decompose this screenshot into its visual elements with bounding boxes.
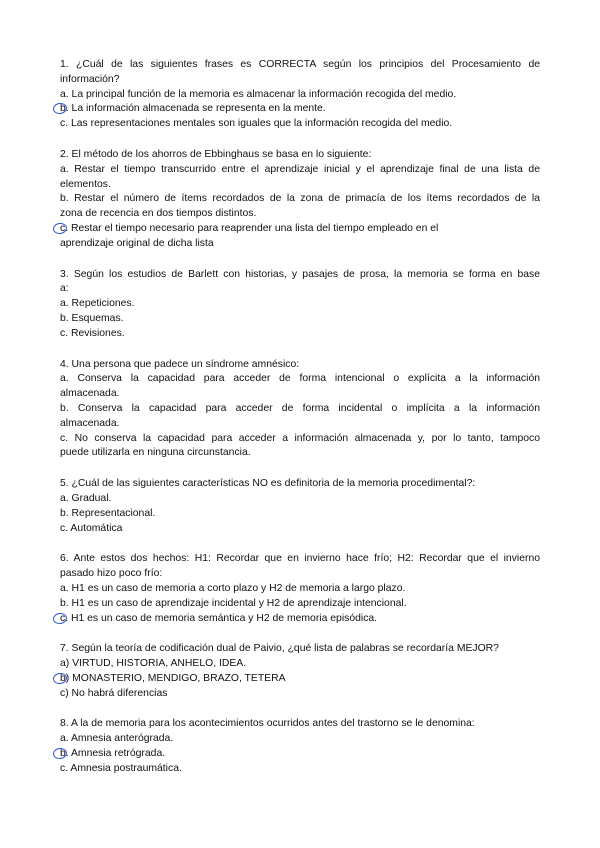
question-stem: a: bbox=[60, 283, 69, 295]
option-a: a. Amnesia anterógrada. bbox=[60, 733, 174, 745]
question-stem: 6. Ante estos dos hechos: H1: Recordar que en invierno hace frío; H2: Recordar que el invierno bbox=[60, 553, 540, 565]
option-a: a. H1 es un caso de memoria a corto plazo y H2 de memoria a largo plazo. bbox=[60, 582, 406, 594]
question-stem: 7. Según la teoría de codificación dual de Paivio, ¿qué lista de palabras se recordaría MEJOR? bbox=[60, 643, 499, 655]
question-stem: 4. Una persona que padece un síndrome amnésico: bbox=[60, 358, 300, 370]
question-stem: 3. Según los estudios de Barlett con historias, y pasajes de prosa, la memoria se forma en base bbox=[60, 268, 540, 280]
question-5 bbox=[60, 477, 540, 536]
option-c: c. Amnesia postraumática. bbox=[60, 762, 182, 774]
question-stem: información? bbox=[60, 73, 120, 85]
option-a: a. Repeticiones. bbox=[60, 298, 135, 310]
question-2 bbox=[60, 148, 540, 252]
question-1 bbox=[60, 58, 540, 132]
option-a-cont: elementos. bbox=[60, 178, 111, 190]
option-c-cont: puede utilizarla en ninguna circunstancia. bbox=[60, 447, 251, 459]
option-a: a) VIRTUD, HISTORIA, ANHELO, IDEA. bbox=[60, 658, 247, 670]
option-c: c. No conserva la capacidad para acceder a información almacenada y, por lo tanto, tampoco bbox=[60, 432, 540, 444]
option-c: c. Automática bbox=[60, 522, 123, 534]
option-b: b. Conserva la capacidad para acceder de forma incidental o implícita a la información bbox=[60, 402, 540, 414]
question-7 bbox=[60, 642, 540, 701]
option-b: b. Restar el número de ítems recordados de la zona de primacía de los ítems recordados de la bbox=[60, 193, 540, 205]
option-c-cont: aprendizaje original de dicha lista bbox=[60, 237, 214, 249]
question-4 bbox=[60, 358, 540, 462]
option-b-cont: almacenada. bbox=[60, 417, 120, 429]
option-a-cont: almacenada. bbox=[60, 388, 120, 400]
question-8 bbox=[60, 717, 540, 776]
question-6 bbox=[60, 552, 540, 626]
option-c: c. Las representaciones mentales son iguales que la información recogida del medio. bbox=[60, 118, 453, 130]
option-b: b. Representacional. bbox=[60, 507, 156, 519]
option-a: a. La principal función de la memoria es almacenar la información recogida del medio. bbox=[60, 88, 457, 100]
option-a: a. Gradual. bbox=[60, 492, 112, 504]
option-b-cont: zona de recencia en dos tiempos distintos. bbox=[60, 208, 257, 220]
option-b-selected: b) MONASTERIO, MENDIGO, BRAZO, TETERA bbox=[60, 672, 540, 687]
question-stem: 8. A la de memoria para los acontecimientos ocurridos antes del trastorno se le denomina: bbox=[60, 718, 475, 730]
option-c: c) No habrá diferencias bbox=[60, 687, 168, 699]
question-3 bbox=[60, 268, 540, 342]
question-stem: 5. ¿Cuál de las siguientes características NO es definitoria de la memoria procedimental?: bbox=[60, 478, 476, 490]
question-stem: pasado hizo poco frío: bbox=[60, 568, 163, 580]
option-b-selected: b. La información almacenada se representa en la mente. bbox=[60, 102, 540, 117]
questionnaire bbox=[60, 58, 540, 793]
option-b: b. Esquemas. bbox=[60, 312, 124, 324]
option-b: b. H1 es un caso de aprendizaje incidental y H2 de aprendizaje intencional. bbox=[60, 597, 407, 609]
option-c-selected: c. Restar el tiempo necesario para reaprender una lista del tiempo empleado en el bbox=[60, 222, 540, 237]
option-c-selected: c. H1 es un caso de memoria semántica y H2 de memoria episódica. bbox=[60, 612, 540, 627]
option-a: a. Conserva la capacidad para acceder de forma intencional o explícita a la información bbox=[60, 373, 540, 385]
option-b-selected: b. Amnesia retrógrada. bbox=[60, 747, 540, 762]
question-stem: 1. ¿Cuál de las siguientes frases es CORRECTA según los principios del Procesamiento de bbox=[60, 59, 540, 70]
option-c: c. Revisiones. bbox=[60, 327, 125, 339]
option-a: a. Restar el tiempo transcurrido entre el aprendizaje inicial y el aprendizaje final de una lista de bbox=[60, 163, 540, 175]
question-stem: 2. El método de los ahorros de Ebbinghaus se basa en lo siguiente: bbox=[60, 148, 372, 160]
